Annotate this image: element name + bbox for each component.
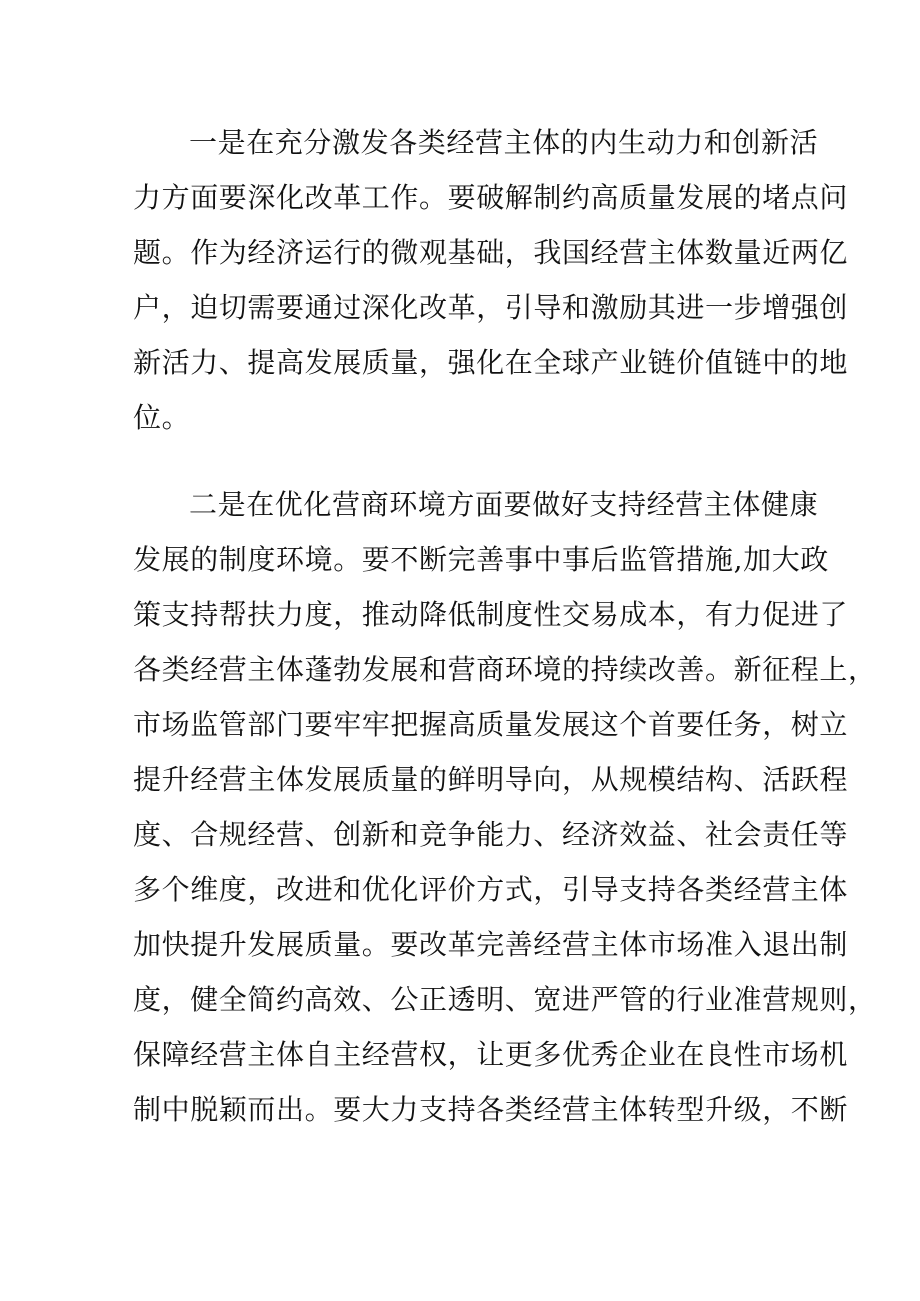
paragraph-line: 力方面要深化改革工作。要破解制约高质量发展的堵点问 <box>133 181 849 214</box>
paragraph-line: 位。 <box>133 401 191 434</box>
paragraph-2 <box>133 477 877 1137</box>
paragraph-line: 各类经营主体蓬勃发展和营商环境的持续改善。新征程上， <box>133 653 877 686</box>
paragraph-line: 多个维度，改进和优化评价方式，引导支持各类经营主体 <box>133 873 849 906</box>
paragraph-line: 一是在充分激发各类经营主体的内生动力和创新活 <box>189 126 819 159</box>
paragraph-line: 发展的制度环境。要不断完善事中事后监管措施,加大政 <box>133 543 829 576</box>
paragraph-line: 新活力、提高发展质量，强化在全球产业链价值链中的地 <box>133 346 849 379</box>
paragraph-line: 户，迫切需要通过深化改革，引导和激励其进一步增强创 <box>133 291 849 324</box>
paragraph-line: 制中脱颖而出。要大力支持各类经营主体转型升级，不断 <box>133 1093 849 1126</box>
paragraph-line: 策支持帮扶力度，推动降低制度性交易成本，有力促进了 <box>133 598 849 631</box>
paragraph-line: 题。作为经济运行的微观基础，我国经营主体数量近两亿 <box>133 236 849 269</box>
paragraph-line: 保障经营主体自主经营权，让更多优秀企业在良性市场机 <box>133 1038 849 1071</box>
paragraph-line: 度、合规经营、创新和竞争能力、经济效益、社会责任等 <box>133 818 849 851</box>
paragraph-line: 市场监管部门要牢牢把握高质量发展这个首要任务，树立 <box>133 708 849 741</box>
paragraph-line: 二是在优化营商环境方面要做好支持经营主体健康 <box>189 488 819 521</box>
paragraph-line: 提升经营主体发展质量的鲜明导向，从规模结构、活跃程 <box>133 763 849 796</box>
paragraph-line: 加快提升发展质量。要改革完善经营主体市场准入退出制 <box>133 928 849 961</box>
paragraph-1 <box>133 115 849 445</box>
paragraph-line: 度，健全简约高效、公正透明、宽进严管的行业准营规则， <box>133 983 877 1016</box>
